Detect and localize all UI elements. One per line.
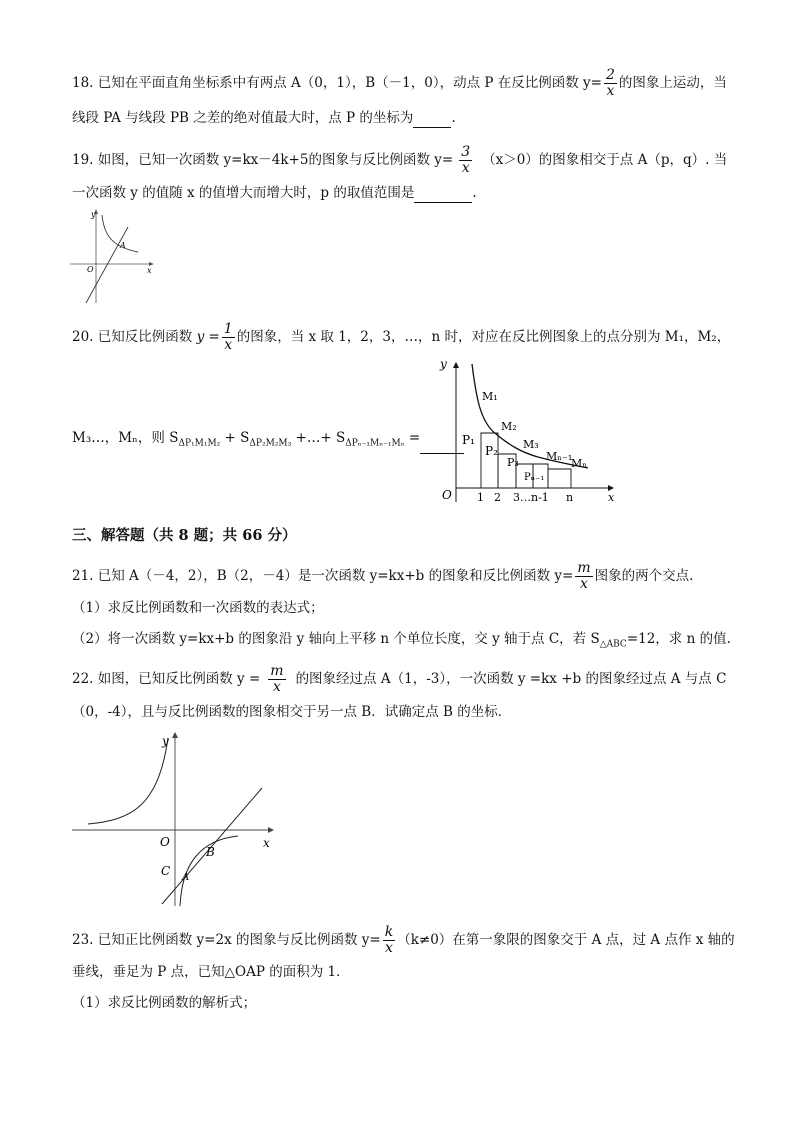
q21-line1: 21. 已知 A（－4，2），B（2，－4）是一次函数 y=kx+b 的图象和反比例函数 y= $\frac{m}{x}$ 图象的两个交点. [72,560,694,592]
q19-line1: 19. 如图，已知一次函数 y=kx－4k+5的图象与反比例函数 y= $\frac{3}{x}$ （x＞0）的图象相交于点 A（p，q）. 当 [72,144,728,176]
section-heading: 三、解答题（共 8 题；共 66 分） [72,527,297,544]
q20-figure [438,356,620,504]
q22-line1: 22. 如图，已知反比例函数 y = $\frac{m}{x}$ 的图象经过点 A（1，-3），一次函数 y =kx +b 的图象经过点 A 与点 C [72,663,727,695]
q18-line1: 18. 已知在平面直角坐标系中有两点 A（0，1），B（－1，0），动点 P 在反比例函数 y= $\frac{2}{x}$ 的图象上运动，当 [72,67,727,99]
fraction: $\frac{3}{x}$ [461,144,471,176]
q18-line2: 线段 PA 与线段 PB 之差的绝对值最大时，点 P 的坐标为 . [72,110,456,126]
origin-label: O [160,835,170,849]
q21-sub2: （2）将一次函数 y=kx+b 的图象沿 y 轴向上平移 n 个单位长度，交 y 轴于点 C，若 $S_{\triangle ABC}=12$，求 n 的值. [72,631,731,650]
y-label: y [91,210,96,219]
point-a-label: A [182,872,190,883]
m1-label: M₁ [482,390,498,403]
fraction: $\frac{m}{x}$ [577,560,591,592]
p3-label: P₃ [507,456,519,469]
fraction: $\frac{1}{x}$ [223,321,233,353]
q22-line2: （0，-4），且与反比例函数的图象相交于另一点 B．试确定点 B 的坐标． [72,704,512,720]
m3-label: M₃ [523,438,539,451]
fraction: $\frac{k}{x}$ [384,924,394,956]
q19-figure [68,205,158,305]
fraction: $\frac{2}{x}$ [605,67,615,99]
hyperbola-branch-left [88,738,168,824]
origin-label: O [87,265,94,274]
point-b-label: B [206,845,215,859]
q22-figure [70,728,280,908]
answer-blank [413,113,451,128]
y-axis-arrow [453,362,459,368]
q23-sub1: （1）求反比例函数的解析式； [72,995,257,1011]
tick-1: 1 [477,491,484,504]
rect-p1 [481,433,498,488]
m2-label: M₂ [501,420,517,433]
y-label: y [162,734,169,748]
p1-label: P₁ [462,433,475,447]
q21-sub1: （1）求反比例函数和一次函数的表达式； [72,600,324,616]
x-axis-arrow [268,827,274,833]
q23-line2: 垂线，垂足为 P 点，已知△OAP 的面积为 1． [72,964,350,980]
fraction: $\frac{m}{x}$ [270,663,284,695]
x-label: x [263,836,270,850]
mn-label: Mₙ [571,457,588,470]
rect-pn1 [548,469,571,488]
y-axis-arrow [172,732,178,738]
tick-3-n1: 3…n-1 [513,491,549,504]
x-label: x [608,491,615,504]
tick-n: n [566,491,574,504]
q19-line2: 一次函数 y 的值随 x 的值增大而增大时，p 的取值范围是 . [72,185,477,201]
mn1-label: Mₙ₋₁ [546,450,573,463]
point-c-label: C [161,864,171,878]
pn1-label: Pₙ₋₁ [524,472,545,483]
tick-2: 2 [494,491,501,504]
answer-blank [414,188,472,203]
y-label: y [440,357,447,371]
q20-line1: 20. 已知反比例函数 y = $\frac{1}{x}$ 的图象，当 x 取 1，2，3，…，n 时，对应在反比例图象上的点分别为 M₁，M₂， [72,321,731,353]
origin-label: O [442,488,452,502]
p2-label: P₂ [485,444,498,458]
x-label: x [147,266,152,275]
point-a-label: A [120,241,126,250]
q23-line1: 23. 已知正比例函数 y=2x 的图象与反比例函数 y= $\frac{k}{x}$ （k≠0）在第一象限的图象交于 A 点，过 A 点作 x 轴的 [72,924,735,956]
q20-line2: M₃…，Mₙ，则 $S_{\Delta P_1M_1M_2} + S_{\Delta P_2M_2M_3}$ +…+ $S_{\Delta P_{n-1}M_{n-1}M_n}$ = [72,428,464,454]
